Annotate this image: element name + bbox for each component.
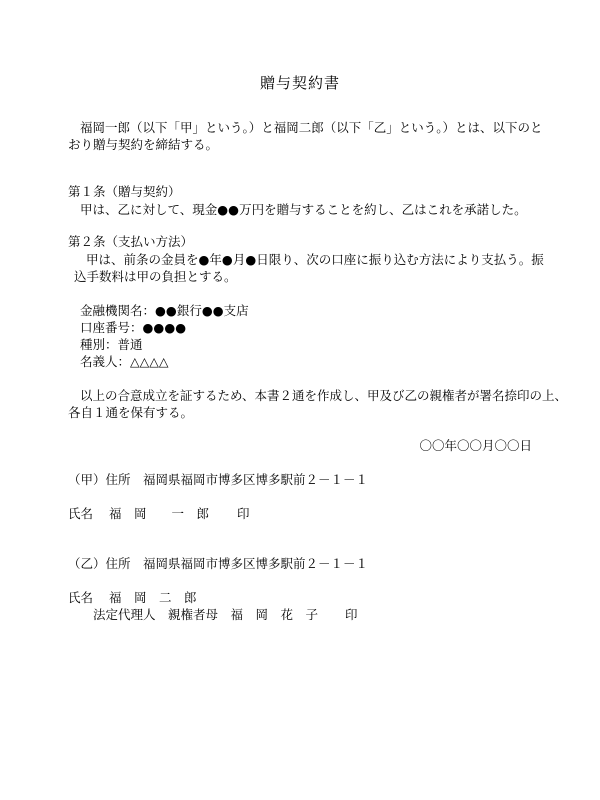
closing-line-2: 各自１通を保有する。 [68, 405, 194, 420]
party-b-name-label: 氏名 [68, 590, 94, 605]
article-1-body: 甲は、乙に対して、現金●●万円を贈与することを約し、乙はこれを承諾した。 [80, 202, 527, 217]
document-title: 贈与契約書 [259, 74, 340, 92]
party-b-address: （乙）住所 福岡県福岡市博多区博多駅前２－１－１ [68, 556, 369, 571]
party-a-name-label: 氏名 [68, 506, 94, 521]
party-b-name: 福 岡 二 郎 [109, 590, 197, 605]
intro-line-2: おり贈与契約を締結する。 [68, 137, 219, 152]
party-b-representative: 法定代理人 親権者母 福 岡 花 子 [93, 607, 319, 622]
account-number: 口座番号：●●●● [80, 320, 187, 335]
article-2-body-line-2: 込手数料は甲の負担とする。 [74, 269, 237, 284]
party-a-seal: 印 [237, 506, 250, 521]
article-1-heading: 第１条（贈与契約） [68, 184, 181, 199]
party-a-address: （甲）住所 福岡県福岡市博多区博多駅前２－１－１ [68, 472, 369, 487]
closing-line-1: 以上の合意成立を証するため、本書２通を作成し、甲及び乙の親権者が署名捺印の上、 [80, 388, 568, 403]
account-holder: 名義人：△△△△ [80, 354, 169, 369]
article-2-body-line-1: 甲は、前条の金員を●年●月●日限り、次の口座に振り込む方法により支払う。振 [86, 252, 544, 267]
party-a-name: 福 岡 一 郎 [109, 506, 210, 521]
account-bank-name: 金融機関名：●●銀行●●支店 [80, 303, 249, 318]
account-type: 種別：普通 [80, 337, 143, 352]
article-2-heading: 第２条（支払い方法） [68, 234, 194, 249]
contract-date: 〇〇年〇〇月〇〇日 [419, 438, 532, 453]
intro-line-1: 福岡一郎（以下「甲」という。）と福岡二郎（以下「乙」という。）とは、以下のと [80, 120, 543, 135]
party-b-seal: 印 [345, 607, 358, 622]
